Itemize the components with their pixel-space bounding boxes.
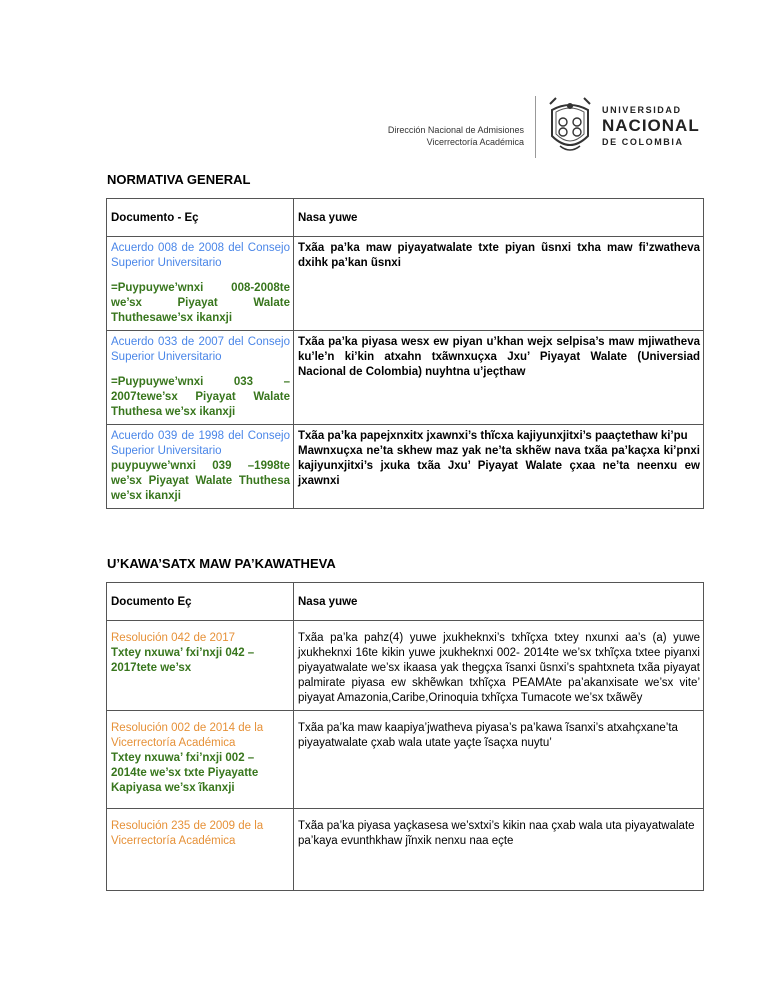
university-seal-icon bbox=[546, 96, 594, 156]
university-line2: NACIONAL bbox=[602, 116, 700, 135]
table-row bbox=[107, 425, 704, 509]
document-translation: Txtey nxuwa’ fxi’nxji 042 – 2017tete we’sx bbox=[111, 647, 255, 674]
table-row bbox=[107, 237, 704, 331]
section-title-ukawasatx: U’KAWA’SATX MAW PA’KAWATHEVA bbox=[107, 556, 336, 571]
document-cell bbox=[107, 711, 294, 809]
section-title-normativa: NORMATIVA GENERAL bbox=[107, 172, 251, 187]
document-link[interactable]: Resolución 235 de 2009 de la Vicerrectoría Académica bbox=[111, 820, 264, 847]
document-cell bbox=[107, 237, 294, 331]
table-row bbox=[107, 331, 704, 425]
document-link[interactable]: Acuerdo 008 de 2008 del Consejo Superior Universitario bbox=[111, 242, 290, 269]
table-row bbox=[107, 621, 704, 711]
header-divider bbox=[535, 96, 536, 158]
normativa-table bbox=[106, 198, 704, 509]
nasa-cell: Txãa pa’ka piyasa yaçkasesa we’sxtxi’s kikin naa çxab wala uta piyayatwalate pa’kaya evunthkhaw jĩnxik nenxu naa eçte bbox=[294, 809, 704, 891]
document-link[interactable]: Acuerdo 039 de 1998 del Consejo Superior Universitario bbox=[111, 430, 290, 457]
document-link[interactable]: Resolución 002 de 2014 de la Vicerrectoría Académica bbox=[111, 722, 264, 749]
page-header bbox=[387, 94, 700, 160]
ukawasatx-table bbox=[106, 582, 704, 891]
document-cell bbox=[107, 331, 294, 425]
university-line3: DE COLOMBIA bbox=[602, 137, 684, 147]
university-line1: UNIVERSIDAD bbox=[602, 105, 682, 115]
table-header-row bbox=[107, 199, 704, 237]
document-translation: =Puypuywe’wnxi 033 – 2007tewe’sx Piyayat Walate Thuthesa we’sx ikanxji bbox=[111, 376, 290, 418]
nasa-cell: Txãa pa’ka piyasa wesx ew piyan u’khan wejx selpisa’s maw mjiwatheva ku’le’n ki’kin atxahn txãwnxuçxa Jxu’ Piyayat Walate (Universiad Nacional de Colombia) nuyhtna u’jeçthaw bbox=[294, 331, 704, 425]
column-header-nasa: Nasa yuwe bbox=[294, 583, 704, 621]
column-header-documento: Documento Eç bbox=[107, 583, 294, 621]
column-header-documento: Documento - Eç bbox=[107, 199, 294, 237]
document-cell bbox=[107, 621, 294, 711]
document-cell bbox=[107, 425, 294, 509]
nasa-cell: Txãa pa’ka maw kaapiya’jwatheva piyasa’s pa’kawa ĩsanxi’s atxahçxane’ta piyayatwalate çxab wala utate yaçte ĩsaçxa nuytu’ bbox=[294, 711, 704, 809]
document-translation: puypuywe’wnxi 039 –1998te we’sx Piyayat Walate Thuthesa we’sx ikanxji bbox=[111, 460, 290, 502]
nasa-cell: Txãa pa’ka pahz(4) yuwe jxukheknxi’s txhĩçxa txtey nxunxi aa’s (a) yuwe jxukheknxi 16te kikin yuwe jxukheknxi 002- 2014te we’sx txhĩçxa txtee piyanxi piyayatwalate we’sx ikaasa yak thegçxa ĩsanxi ũsnxi’s spahtxneta txãa piyayat palmirate piyasa ew skhẽwkan txhĩçxa PEAMAte pa’akanxisate we’sx vite’ piyayat Amazonia,Caribe,Orinoquia txhĩçxa Tumacote we’sx txãwẽy bbox=[294, 621, 704, 711]
university-name bbox=[602, 104, 700, 148]
nasa-paragraph: Txãa pa’ka papejxnxitx jxawnxi’s thĩcxa kajiyunxjitxi’s paaçtethaw ki’pu bbox=[298, 430, 688, 442]
direccion-label: Dirección Nacional de Admisiones bbox=[387, 125, 524, 135]
table-row bbox=[107, 809, 704, 891]
document-translation: =Puypuywe’wnxi 008-2008te we’sx Piyayat Walate Thuthesawe’sx ikanxji bbox=[111, 282, 290, 324]
vicerrectoria-label: Vicerrectoría Académica bbox=[426, 137, 524, 147]
nasa-cell bbox=[294, 425, 704, 509]
document-link[interactable]: Acuerdo 033 de 2007 del Consejo Superior Universitario bbox=[111, 336, 290, 363]
column-header-nasa: Nasa yuwe bbox=[294, 199, 704, 237]
document-translation: Txtey nxuwa’ fxi’nxji 002 – 2014te we’sx txte Piyayatte Kapiyasa we’sx ĩkanxji bbox=[111, 752, 259, 794]
document-cell bbox=[107, 809, 294, 891]
nasa-cell: Txãa pa’ka maw piyayatwalate txte piyan ũsnxi txha maw fi’zwatheva dxihk pa’kan ũsnxi bbox=[294, 237, 704, 331]
nasa-paragraph: Mawnxuçxa ne’ta skhew maz yak ne’ta skhẽw nava txãa pa’kaçxa ki’pnxi kajiyunxjitxi’s jxuka txãa Jxu’ Piyayat Walate çxaa ne’ta neenxu ew jxawnxi bbox=[298, 445, 700, 487]
document-link[interactable]: Resolución 042 de 2017 bbox=[111, 632, 236, 644]
table-header-row bbox=[107, 583, 704, 621]
table-row bbox=[107, 711, 704, 809]
office-label bbox=[324, 124, 524, 148]
